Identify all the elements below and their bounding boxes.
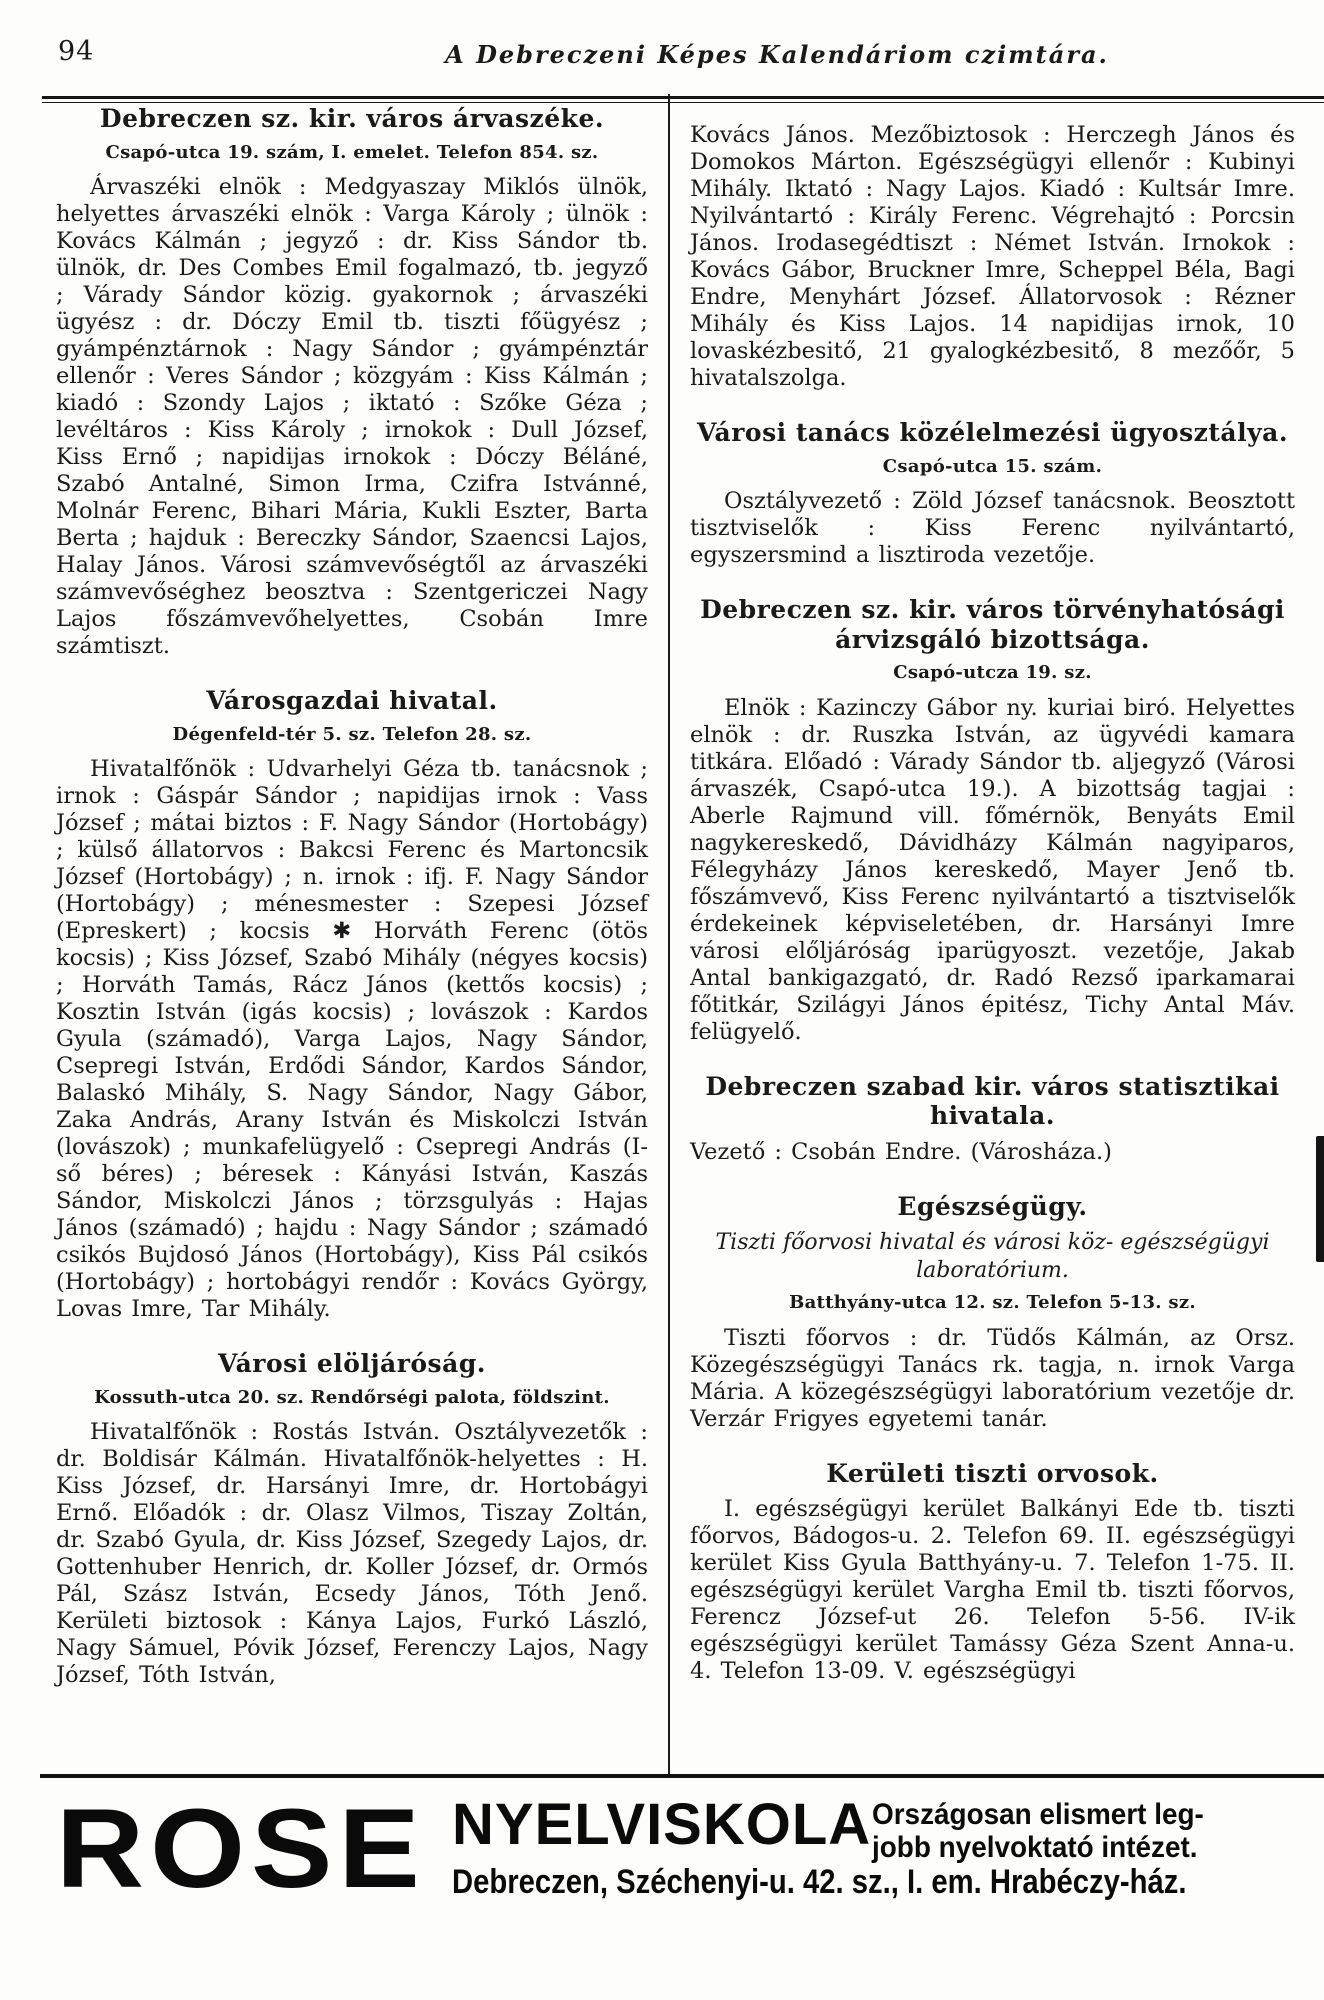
header-rule (42, 96, 1324, 103)
section-address-varosgazdai: Dégenfeld-tér 5. sz. Telefon 28. sz. (172, 723, 532, 745)
section-heading-statisztikai: Debreczen szabad kir. város statisztikai hivatala. (705, 1071, 1280, 1130)
section-body-kozelelmezesi: Osztályvezető : Zöld József tanácsnok. Beosztott tisztviselők : Kiss Ferenc nyilvántartó, egyszersmind a lisztiroda vezetője. (690, 488, 1295, 568)
section-body-keruleti-orvosok: I. egészségügyi kerület Balkányi Ede tb. tiszti főorvos, Bádogos-u. 2. Telefon 69. II. egészségügyi kerület Kiss Gyula Batthyány-u. 7. Telefon 1-75. II. egészségügyi kerület Vargha Emil tb. tiszti főorvos, Ferencz József-ut 26. Telefon 5-56. IV-ik egészségügyi kerület Tamássy Géza Szent Anna-u. 4. Telefon 13-09. V. egészségügyi (690, 1496, 1295, 1684)
continuation-body: Kovács János. Mezőbiztosok : Herczegh János és Domokos Márton. Egészségügyi ellenőr : Kubinyi Mihály. Iktató : Nagy Lajos. Kiadó : Kultsár Imre. Nyilvántartó : Király Ferenc. Végrehajtó : Porcsin János. Irodasegédtiszt : Német István. Irnokok : Kovács Gábor, Bruckner Imre, Scheppel Béla, Bagi Endre, Menyhárt József. Állatorvosok : Rézner Mihály és Kiss Lajos. 14 napidijas irnok, 10 lovaskézbesitő, 21 gyalogkézbesitő, 8 mezőőr, 5 hivatalszolga. (690, 122, 1295, 391)
section-address-arvaszek: Csapó-utca 19. szám, I. emelet. Telefon 854. sz. (105, 141, 599, 163)
advert-address: Debreczen, Széchenyi-u. 42. sz., I. em. Hrabéczy-ház. (452, 1863, 1187, 1901)
section-body-egeszsegugy: Tiszti főorvos : dr. Tüdős Kálmán, az Orsz. Közegészségügyi Tanács rk. tagja, n. irnok Varga Mária. A közegészségügyi laboratórium vezetője dr. Verzár Frigyes egyetemi tanár. (690, 1324, 1295, 1432)
advert-rose-nyelviskola (0, 1778, 1324, 1971)
text-columns (0, 86, 1324, 1774)
scan-artifact (1316, 1136, 1324, 1262)
section-address-eloljarosag: Kossuth-utca 20. sz. Rendőrségi palota, földszint. (94, 1386, 610, 1408)
section-body-arvaszek: Árvaszéki elnök : Medgyaszay Miklós ülnök, helyettes árvaszéki elnök : Varga Károly ; ülnök : Kovács Kálmán ; jegyző : dr. Kiss Sándor tb. ülnök, dr. Des Combes Emil fogalmazó, tb. jegyző ; Várady Sándor közig. gyakornok ; árvaszéki ügyész : dr. Dóczy Emil tb. tiszti főügyész ; gyámpénztárnok : Nagy Sándor ; gyámpénztár ellenőr : Veres Sándor ; közgyám : Kiss Kálmán ; kiadó : Szondy Lajos ; iktató : Szőke Géza ; levéltáros : Kiss Károly ; irnokok : Dull József, Kiss Ernő ; napidijas irnokok : Dóczy Béláné, Szabó Antalné, Simon Irma, Czifra Istvánné, Molnár Ferenc, Bihari Mária, Kukli Eszter, Barta Berta ; hajduk : Bereczky Sándor, Szaencsi Lajos, Halay János. Városi számvevőségtől az árvaszéki számvevőséghez beosztva : Szentgericzei Nagy Lajos főszámvevőhelyettes, Csobán Imre számtiszt. (56, 174, 648, 659)
running-head (0, 0, 1324, 86)
section-address-arvizsgalo: Csapó-utcza 19. sz. (893, 662, 1092, 683)
advert-brand: ROSE (56, 1785, 426, 1911)
section-subtitle-egeszsegugy: Tiszti főorvosi hivatal és városi köz- egészségügyi laboratórium. (715, 1230, 1270, 1283)
page-number: 94 (58, 36, 95, 67)
section-body-varosgazdai: Hivatalfőnök : Udvarhelyi Géza tb. tanácsnok ; irnok : Gáspár Sándor ; napidijas irnok : Vass József ; mátai biztos : F. Nagy Sándor (Hortobágy) ; külső állatorvos : Bakcsi Ferenc és Martoncsik József (Hortobágy) ; n. irnok : ifj. F. Nagy Sándor (Hortobágy) ; ménesmester : Szepesi József (Epreskert) ; kocsis ✱ Horváth Ferenc (ötös kocsis) ; Kiss József, Szabó Mihály (négyes kocsis) ; Horváth Tamás, Rácz János (kettős kocsis) ; Kosztin István (igás kocsis) ; lovászok : Kardos Gyula (számadó), Varga Lajos, Nagy Sándor, Csepregi István, Erdődi Sándor, Kardos Sándor, Balaskó Mihály, S. Nagy Sándor, Nagy Gábor, Zaka András, Arany István és Miskolczi István (lovászok) ; munkafelügyelő : Csepregi András (I-ső béres) ; béresek : Kányási István, Kaszás Sándor, Miskolczi János ; törzsgulyás : Hajas János (számadó) ; hajdu : Nagy Sándor ; számadó csikós Bujdosó János (Hortobágy), Kiss Pál csikós (Hortobágy) ; hortobágyi rendőr : Kovács György, Lovas Imre, Tar Mihály. (56, 756, 648, 1322)
section-heading-kozelelmezesi: Városi tanács közélelmezési ügyosztálya. (696, 418, 1289, 447)
advert-tagline (872, 1798, 1204, 1864)
section-heading-keruleti-orvosok: Kerületi tiszti orvosok. (826, 1458, 1159, 1488)
section-heading-egeszsegugy: Egészségügy. (897, 1191, 1088, 1221)
left-column (56, 94, 648, 1774)
page-title: A Debreczeni Képes Kalendáriom czimtára. (445, 40, 1109, 69)
section-heading-varosgazdai: Városgazdai hivatal. (206, 686, 498, 715)
section-heading-arvizsgalo: Debreczen sz. kir. város törvényhatósági árvizsgáló bizottsága. (700, 595, 1285, 654)
advert-school-name: NYELVISKOLA (452, 1792, 872, 1857)
right-column (690, 94, 1295, 1774)
section-address-egeszsegugy: Batthyány-utca 12. sz. Telefon 5-13. sz. (789, 1292, 1196, 1313)
advert-tagline-line2: jobb nyelvoktató intézet. (872, 1831, 1198, 1864)
section-heading-arvaszek: Debreczen sz. kir. város árvaszéke. (99, 104, 605, 133)
section-body-statisztikai: Vezető : Csobán Endre. (Városháza.) (690, 1138, 1112, 1165)
section-heading-eloljarosag: Városi elöljáróság. (217, 1349, 487, 1378)
section-address-kozelelmezesi: Csapó-utca 15. szám. (882, 455, 1103, 477)
advert-tagline-line1: Országosan elismert leg- (872, 1798, 1204, 1831)
column-divider-rule (668, 94, 670, 1774)
section-body-arvizsgalo: Elnök : Kazinczy Gábor ny. kuriai biró. Helyettes elnök : dr. Ruszka István, az ügyvédi kamara titkára. Előadó : Várady Sándor tb. aljegyző (Városi árvaszék, Csapó-utca 19.). A bizottság tagjai : Aberle Rajmund vill. főmérnök, Benyáts Emil nagykereskedő, Dávidházy Kálmán nagyiparos, Félegyházy János kereskedő, Mayer Jenő tb. főszámvevő, Kiss Ferenc nyilvántartó a tisztviselők érdekeinek képviseletében, dr. Harsányi Imre városi előljáróság iparügyoszt. vezetője, Jakab Antal bankigazgató, dr. Radó Rezső iparkamarai főtitkár, Szilágyi János épitész, Tichy Antal Máv. felügyelő. (690, 694, 1295, 1045)
section-body-eloljarosag: Hivatalfőnök : Rostás István. Osztályvezetők : dr. Boldisár Kálmán. Hivatalfőnök-helyettes : H. Kiss József, dr. Harsányi Imre, dr. Hortobágyi Ernő. Előadók : dr. Olasz Vilmos, Tiszay Zoltán, dr. Szabó Gyula, dr. Kiss József, Szegedy Lajos, dr. Gottenhuber Henrich, dr. Koller József, dr. Ormós Pál, Szász István, Ecsedy János, Tóth Jenő. Kerületi biztosok : Kánya Lajos, Furkó László, Nagy Sámuel, Póvik József, Ferenczy Lajos, Nagy József, Tóth István, (56, 1419, 648, 1688)
